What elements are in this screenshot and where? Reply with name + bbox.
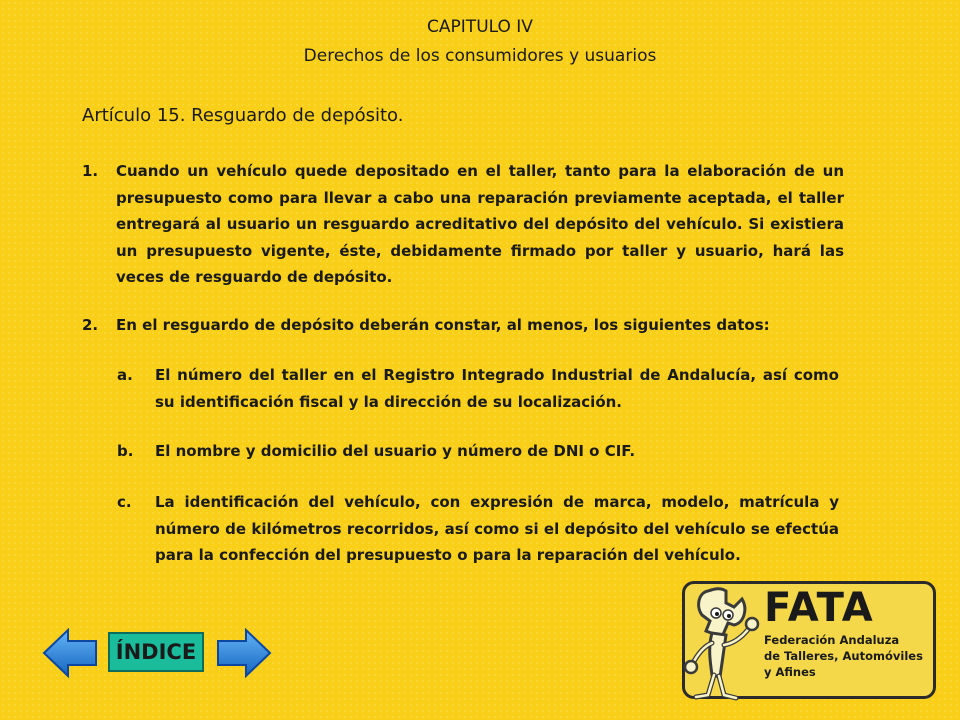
subitem-a xyxy=(117,362,839,415)
subitem-letter: a. xyxy=(117,366,133,384)
logo-tagline-2: de Talleres, Automóviles xyxy=(764,649,923,663)
subitem-letter: b. xyxy=(117,442,134,460)
subitem-text: El nombre y domicilio del usuario y número de DNI o CIF. xyxy=(155,442,636,460)
item-text: En el resguardo de depósito deberán constar, al menos, los siguientes datos: xyxy=(116,316,770,334)
fata-logo xyxy=(676,577,942,705)
subitem-text: El número del taller en el Registro Integrado Industrial de Andalucía, así como su identificación fiscal y la dirección de su localización. xyxy=(155,366,839,411)
subitem-letter: c. xyxy=(117,493,132,511)
logo-name: FATA xyxy=(764,585,874,631)
chapter-subtitle: Derechos de los consumidores y usuarios xyxy=(303,46,657,66)
subitem-c xyxy=(117,489,839,569)
wrench-mascot-icon xyxy=(682,577,772,705)
item-number: 2. xyxy=(82,316,99,334)
article-item-1 xyxy=(82,158,844,291)
logo-tagline-3: y Afines xyxy=(764,665,816,679)
subitem-text: La identificación del vehículo, con expresión de marca, modelo, matrícula y número de kilómetros recorridos, así como si el depósito del vehículo se efectúa para la confección del presupuesto o para la reparación del vehículo. xyxy=(155,493,839,564)
index-button[interactable]: ÍNDICE xyxy=(108,632,204,672)
item-number: 1. xyxy=(82,162,99,180)
arrow-left-icon[interactable] xyxy=(42,628,98,678)
subitem-b xyxy=(117,438,839,465)
logo-tagline-1: Federación Andaluza xyxy=(764,633,900,647)
chapter-title: CAPITULO IV xyxy=(427,17,533,37)
article-title: Artículo 15. Resguardo de depósito. xyxy=(82,105,404,126)
article-item-2 xyxy=(82,312,844,339)
arrow-right-icon[interactable] xyxy=(216,628,272,678)
item-text: Cuando un vehículo quede depositado en el taller, tanto para la elaboración de un presupuesto como para llevar a cabo una reparación previamente aceptada, el taller entregará al usuario un resguardo acreditativo del depósito del vehículo. Si existiera un presupuesto vigente, éste, debidamente firmado por taller y usuario, hará las veces de resguardo de depósito. xyxy=(116,162,844,286)
